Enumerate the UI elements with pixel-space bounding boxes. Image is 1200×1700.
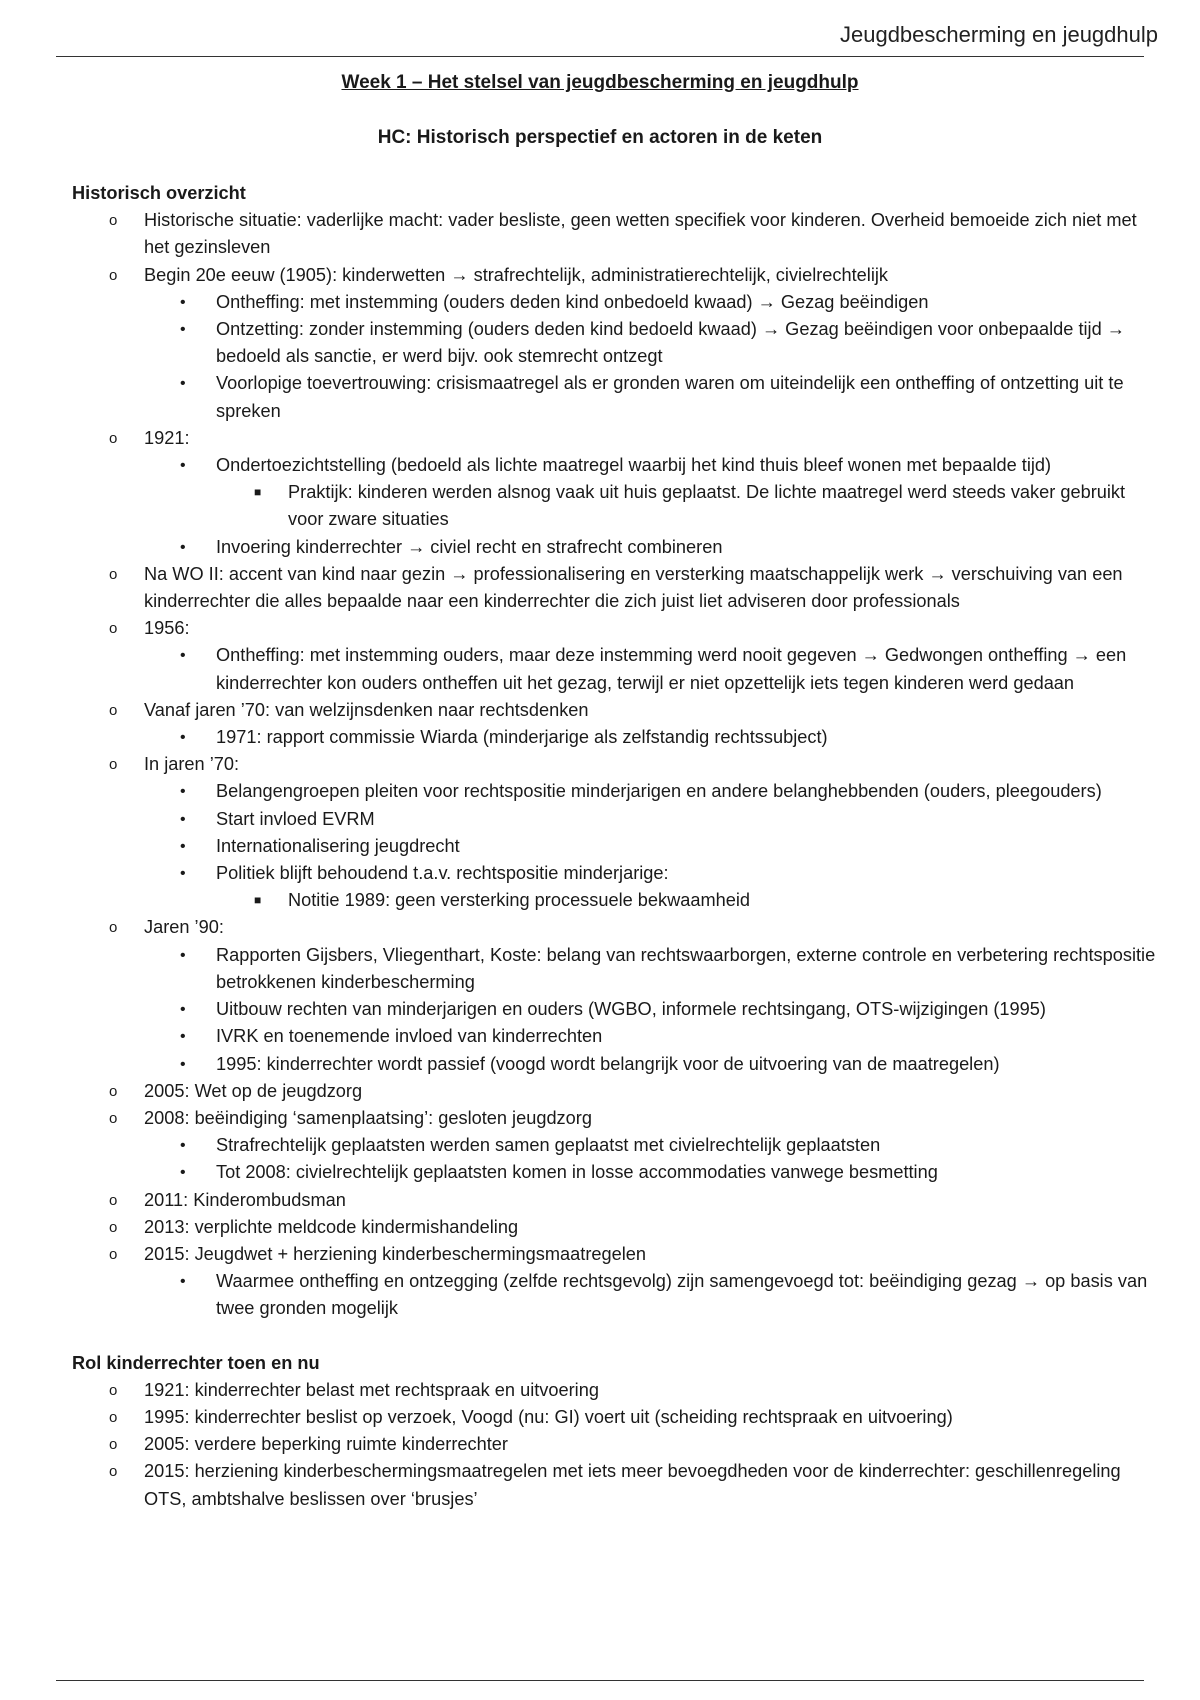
list-item bbox=[144, 1268, 1156, 1322]
list-item bbox=[216, 479, 1156, 533]
bullet-marker: o bbox=[109, 1191, 118, 1209]
list-item bbox=[72, 425, 1156, 561]
list-item bbox=[72, 1458, 1156, 1512]
bullet-marker: • bbox=[180, 837, 186, 855]
list-item bbox=[72, 697, 1156, 751]
list-item-text: Belangengroepen pleiten voor rechtspositie minderjarigen en andere belanghebbenden (ouders, pleegouders) bbox=[216, 781, 1102, 802]
list-item-text: Ontheffing: met instemming (ouders deden kind onbedoeld kwaad) → Gezag beëindigen bbox=[216, 291, 929, 312]
bullet-list-level-2 bbox=[144, 1132, 1156, 1186]
list-item bbox=[72, 207, 1156, 261]
list-item-text: 2005: verdere beperking ruimte kinderrechter bbox=[144, 1434, 508, 1455]
list-item-text: Strafrechtelijk geplaatsten werden samen geplaatst met civielrechtelijk geplaatsten bbox=[216, 1135, 881, 1156]
bullet-marker: • bbox=[180, 729, 186, 747]
bullet-marker: • bbox=[180, 783, 186, 801]
list-item bbox=[144, 452, 1156, 534]
list-item bbox=[144, 806, 1156, 833]
bullet-list-level-2 bbox=[144, 1268, 1156, 1322]
list-item-text: Praktijk: kinderen werden alsnog vaak uit huis geplaatst. De lichte maatregel werd steeds vaker gebruikt voor zware situaties bbox=[288, 482, 1126, 530]
bullet-marker: o bbox=[109, 620, 118, 638]
bullet-marker: o bbox=[109, 1082, 118, 1100]
list-item bbox=[144, 316, 1156, 370]
bullet-list-level-2 bbox=[144, 724, 1156, 751]
list-item-text: Politiek blijft behoudend t.a.v. rechtspositie minderjarige: bbox=[216, 863, 669, 884]
list-item-text: Invoering kinderrechter → civiel recht en strafrecht combineren bbox=[216, 536, 723, 557]
list-item bbox=[72, 751, 1156, 914]
list-item bbox=[144, 370, 1156, 424]
bullet-marker: • bbox=[180, 538, 186, 556]
bullet-marker: • bbox=[180, 1273, 186, 1291]
bullet-list-level-1 bbox=[72, 1377, 1156, 1513]
list-item bbox=[72, 1377, 1156, 1404]
list-item-text: Ontzetting: zonder instemming (ouders deden kind bedoeld kwaad) → Gezag beëindigen voor onbepaalde tijd → bedoeld als sanctie, er werd bijv. ook stemrecht ontzegt bbox=[216, 319, 1125, 367]
bullet-marker: o bbox=[109, 1245, 118, 1263]
list-item bbox=[144, 1159, 1156, 1186]
bullet-marker: o bbox=[109, 919, 118, 937]
document-body bbox=[72, 180, 1156, 1513]
list-item bbox=[144, 724, 1156, 751]
list-item bbox=[72, 615, 1156, 697]
section-spacer bbox=[72, 1323, 1156, 1350]
bullet-marker: o bbox=[109, 1436, 118, 1454]
list-item-text: 1921: kinderrechter belast met rechtspraak en uitvoering bbox=[144, 1379, 599, 1400]
bullet-marker: • bbox=[180, 293, 186, 311]
bullet-list-level-1 bbox=[72, 207, 1156, 1322]
bullet-marker: • bbox=[180, 375, 186, 393]
bullet-marker: • bbox=[180, 946, 186, 964]
list-item bbox=[72, 1187, 1156, 1214]
list-item bbox=[72, 561, 1156, 615]
list-item-text: Historische situatie: vaderlijke macht: vader besliste, geen wetten specifiek voor kinderen. Overheid bemoeide zich niet met het gezinsleven bbox=[144, 210, 1137, 258]
list-item bbox=[72, 1105, 1156, 1187]
bullet-list-level-2 bbox=[144, 642, 1156, 696]
list-item bbox=[72, 1078, 1156, 1105]
list-item-text: Voorlopige toevertrouwing: crisismaatregel als er gronden waren om uiteindelijk een ontheffing of ontzetting uit te spreken bbox=[216, 373, 1124, 421]
list-item-text: Jaren ’90: bbox=[144, 917, 224, 938]
bullet-marker: o bbox=[109, 1381, 118, 1399]
page-title: Week 1 – Het stelsel van jeugdbescherming en jeugdhulp bbox=[341, 72, 859, 93]
list-item bbox=[72, 1431, 1156, 1458]
bullet-list-level-3 bbox=[216, 887, 1156, 914]
list-item-text: 1971: rapport commissie Wiarda (minderjarige als zelfstandig rechtssubject) bbox=[216, 727, 828, 748]
list-item bbox=[144, 860, 1156, 914]
list-item-text: Rapporten Gijsbers, Vliegenthart, Koste: belang van rechtswaarborgen, externe controle en verbetering rechtspositie betrokkenen kinderbescherming bbox=[216, 944, 1156, 992]
bullet-marker: • bbox=[180, 1137, 186, 1155]
bullet-list-level-3 bbox=[216, 479, 1156, 533]
list-item bbox=[144, 942, 1156, 996]
document-header-title: Jeugdbescherming en jeugdhulp bbox=[839, 22, 1158, 47]
list-item-text: IVRK en toenemende invloed van kinderrechten bbox=[216, 1026, 603, 1047]
list-item bbox=[72, 1241, 1156, 1323]
bullet-marker: o bbox=[109, 1218, 118, 1236]
list-item bbox=[72, 262, 1156, 425]
list-item bbox=[72, 1214, 1156, 1241]
bullet-marker: • bbox=[180, 1055, 186, 1073]
list-item-text: 2008: beëindiging ‘samenplaatsing’: gesloten jeugdzorg bbox=[144, 1107, 592, 1128]
bullet-marker: • bbox=[180, 647, 186, 665]
list-item bbox=[72, 914, 1156, 1077]
list-item-text: In jaren ’70: bbox=[144, 754, 240, 775]
footer-divider bbox=[56, 1680, 1144, 1681]
bullet-list-level-2 bbox=[144, 452, 1156, 561]
list-item-text: Tot 2008: civielrechtelijk geplaatsten komen in losse accommodaties vanwege besmetting bbox=[216, 1162, 938, 1183]
list-item-text: Notitie 1989: geen versterking processuele bekwaamheid bbox=[288, 890, 751, 911]
list-item bbox=[72, 1404, 1156, 1431]
list-item-text: 1995: kinderrechter beslist op verzoek, Voogd (nu: GI) voert uit (scheiding rechtspraak en uitvoering) bbox=[144, 1406, 953, 1427]
bullet-marker: • bbox=[180, 1028, 186, 1046]
list-item-text: Ondertoezichtstelling (bedoeld als lichte maatregel waarbij het kind thuis bleef wonen met bepaalde tijd) bbox=[216, 455, 1052, 476]
list-item bbox=[144, 1132, 1156, 1159]
bullet-marker: • bbox=[180, 457, 186, 475]
bullet-marker: • bbox=[180, 1164, 186, 1182]
list-item-text: Start invloed EVRM bbox=[216, 808, 375, 829]
list-item bbox=[144, 642, 1156, 696]
bullet-marker: o bbox=[109, 1463, 118, 1481]
list-item-text: Internationalisering jeugdrecht bbox=[216, 835, 460, 856]
list-item-text: Waarmee ontheffing en ontzegging (zelfde rechtsgevolg) zijn samengevoegd tot: beëindiging gezag → op basis van twee gronden mogelijk bbox=[216, 1271, 1148, 1319]
list-item-text: 2015: Jeugdwet + herziening kinderbeschermingsmaatregelen bbox=[144, 1243, 646, 1264]
list-item-text: Uitbouw rechten van minderjarigen en ouders (WGBO, informele rechtsingang, OTS-wijzigingen (1995) bbox=[216, 999, 1046, 1020]
bullet-marker: o bbox=[109, 266, 118, 284]
bullet-marker: o bbox=[109, 756, 118, 774]
section-heading: Historisch overzicht bbox=[72, 183, 246, 203]
list-item-text: 2011: Kinderombudsman bbox=[144, 1189, 346, 1210]
bullet-marker: o bbox=[109, 429, 118, 447]
list-item-text: Vanaf jaren ’70: van welzijnsdenken naar rechtsdenken bbox=[144, 699, 589, 720]
bullet-marker: • bbox=[180, 321, 186, 339]
bullet-list-level-2 bbox=[144, 942, 1156, 1078]
bullet-list-level-2 bbox=[144, 778, 1156, 914]
list-item bbox=[144, 1051, 1156, 1078]
list-item-text: 1956: bbox=[144, 618, 190, 639]
bullet-marker: • bbox=[180, 865, 186, 883]
list-item-text: Na WO II: accent van kind naar gezin → professionalisering en versterking maatschappelijk werk → verschuiving van een kinderrechter die alles bepaalde naar een kinderrechter die zich juist liet adviseren door professionals bbox=[144, 563, 1123, 612]
bullet-marker: o bbox=[109, 1109, 118, 1127]
list-item bbox=[144, 996, 1156, 1023]
list-item bbox=[144, 778, 1156, 805]
section-heading: Rol kinderrechter toen en nu bbox=[72, 1352, 320, 1373]
list-item-text: 2015: herziening kinderbeschermingsmaatregelen met iets meer bevoegdheden voor de kinderrechter: geschillenregeling OTS, ambtshalve beslissen over ‘brusjes’ bbox=[144, 1461, 1121, 1509]
bullet-marker: • bbox=[180, 1001, 186, 1019]
list-item-text: 1995: kinderrechter wordt passief (voogd wordt belangrijk voor de uitvoering van de maatregelen) bbox=[216, 1053, 1000, 1074]
bullet-marker: ■ bbox=[254, 893, 262, 908]
list-item bbox=[144, 833, 1156, 860]
header-divider bbox=[56, 56, 1144, 57]
list-item-text: Begin 20e eeuw (1905): kinderwetten → strafrechtelijk, administratierechtelijk, civielrechtelijk bbox=[144, 264, 889, 285]
bullet-marker: o bbox=[109, 1408, 118, 1426]
page-subtitle: HC: Historisch perspectief en actoren in de keten bbox=[377, 127, 823, 148]
bullet-marker: • bbox=[180, 810, 186, 828]
list-item bbox=[144, 534, 1156, 561]
bullet-marker: o bbox=[109, 212, 118, 230]
list-item bbox=[144, 1023, 1156, 1050]
list-item-text: Ontheffing: met instemming ouders, maar deze instemming werd nooit gegeven → Gedwongen ontheffing → een kinderrechter kon ouders ontheffen uit het gezag, terwijl er niet opzettelijk iets tegen kinderen werd gedaan bbox=[216, 645, 1127, 693]
list-item-text: 1921: bbox=[144, 427, 190, 448]
bullet-marker: ■ bbox=[254, 485, 262, 500]
bullet-list-level-2 bbox=[144, 289, 1156, 425]
list-item-text: 2013: verplichte meldcode kindermishandeling bbox=[144, 1216, 519, 1237]
bullet-marker: o bbox=[109, 565, 118, 583]
list-item bbox=[216, 887, 1156, 914]
list-item bbox=[144, 289, 1156, 316]
bullet-marker: o bbox=[109, 701, 118, 719]
list-item-text: 2005: Wet op de jeugdzorg bbox=[144, 1080, 363, 1101]
